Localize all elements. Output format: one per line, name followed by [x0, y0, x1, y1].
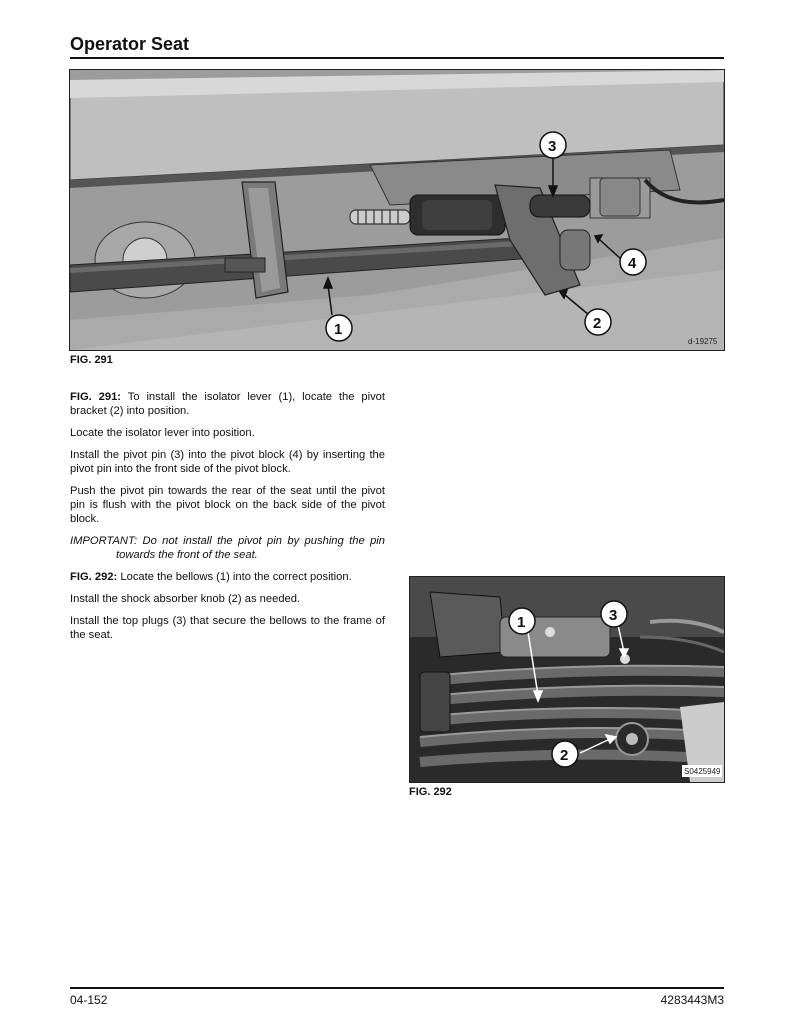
svg-text:2: 2: [593, 315, 602, 332]
fig292-text: Locate the bellows (1) into the correct position.: [117, 571, 352, 583]
paragraph-push-pin: Push the pivot pin towards the rear of the seat until the pivot pin is flush with the pivot block on the back side of the pivot block.: [70, 485, 385, 525]
important-note: IMPORTANT: Do not install the pivot pin by pushing the pin towards the front of the seat.: [70, 535, 385, 561]
figure-291-image: [69, 69, 725, 351]
callout-4: [620, 249, 646, 275]
svg-text:4: 4: [628, 255, 637, 272]
fig291-label: FIG. 291:: [70, 391, 122, 403]
svg-text:3: 3: [609, 607, 618, 624]
paragraph-shock-knob: Install the shock absorber knob (2) as needed.: [70, 593, 301, 605]
page-title: Operator Seat: [70, 34, 190, 54]
instruction-text: [70, 390, 385, 650]
fig292-label: FIG. 292:: [70, 571, 118, 583]
svg-text:2: 2: [560, 747, 569, 764]
figure-292-id: S0425949: [684, 767, 721, 776]
figure-292-caption: FIG. 292: [409, 786, 452, 798]
footer-rule: [70, 987, 724, 989]
header-rule: [70, 57, 724, 59]
paragraph-top-plugs: Install the top plugs (3) that secure the bellows to the frame of the seat.: [70, 615, 385, 641]
svg-text:3: 3: [548, 138, 557, 155]
fig292-callout-2: [552, 741, 578, 767]
document-number: 4283443M3: [660, 993, 724, 1007]
svg-text:1: 1: [517, 614, 526, 631]
paragraph-fig291: [70, 390, 385, 418]
fig291-text: To install the isolator lever (1), locate the pivot bracket (2) into position.: [70, 391, 385, 417]
callout-1: [326, 315, 352, 341]
fig292-callout-3: [601, 601, 627, 627]
page-number: 04-152: [70, 993, 108, 1007]
figure-292-image: [409, 576, 725, 783]
paragraph-fig292: [70, 570, 385, 584]
paragraph-locate-lever: Locate the isolator lever into position.: [70, 427, 255, 439]
fig292-callout-1: [509, 608, 535, 634]
svg-text:1: 1: [334, 321, 343, 338]
callout-3: [540, 132, 566, 158]
paragraph-install-pin: Install the pivot pin (3) into the pivot block (4) by inserting the pivot pin into the front side of the pivot block.: [70, 449, 385, 475]
callout-2: [585, 309, 611, 335]
figure-291-caption: FIG. 291: [70, 354, 113, 366]
figure-291-id: d-19275: [688, 337, 718, 346]
